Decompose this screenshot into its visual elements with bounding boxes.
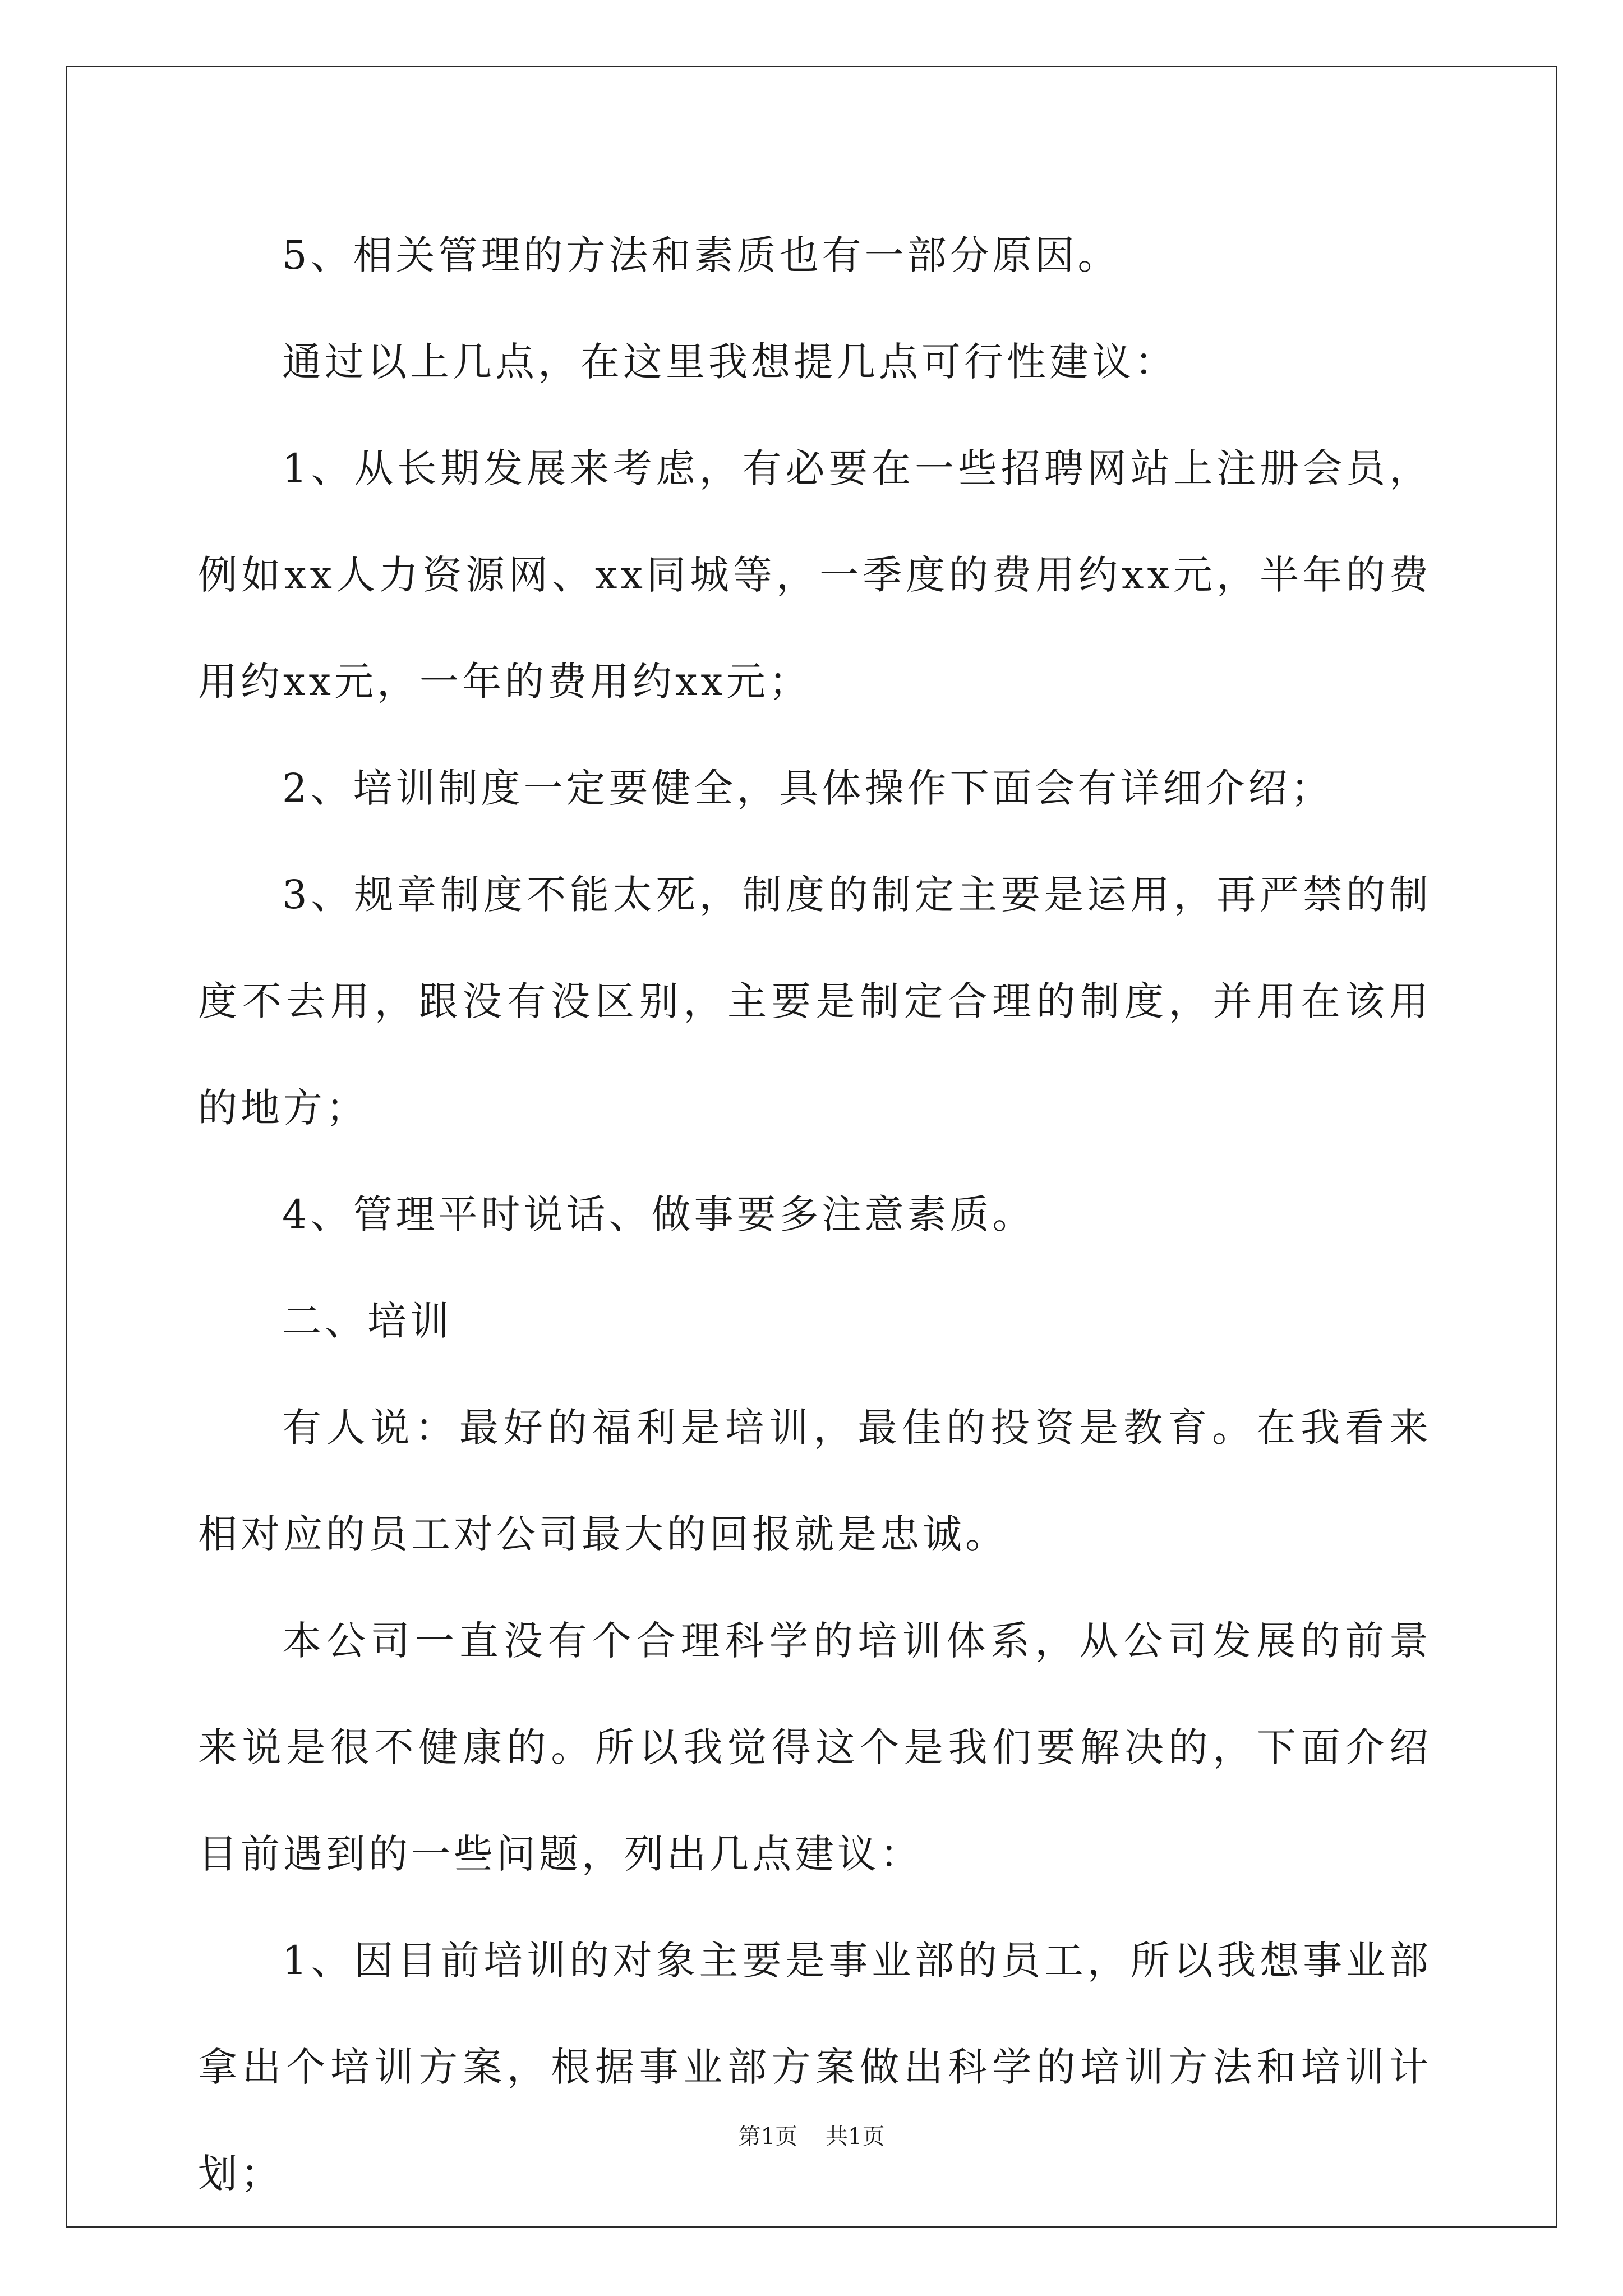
paragraph: 通过以上几点，在这里我想提几点可行性建议： <box>282 339 1177 385</box>
paragraph: 1、因目前培训的对象主要是事业部的员工，所以我想事业部拿出个培训方案，根据事业部方案做出科学的培训方法和培训计划； <box>198 1938 1432 2197</box>
paragraph: 4、管理平时说话、做事要多注意素质。 <box>282 1191 1035 1237</box>
paragraph: 2、培训制度一定要健全，具体操作下面会有详细介绍； <box>282 765 1334 811</box>
page-footer <box>0 2123 1623 2151</box>
document-body <box>198 202 1432 2227</box>
paragraph: 本公司一直没有个合理科学的培训体系，从公司发展的前景来说是很不健康的。所以我觉得这个是我们要解决的，下面介绍目前遇到的一些问题，列出几点建议： <box>198 1618 1432 1877</box>
paragraph: 1、从长期发展来考虑，有必要在一些招聘网站上注册会员，例如xx人力资源网、xx同城等，一季度的费用约xx元，半年的费用约xx元，一年的费用约xx元； <box>198 445 1432 705</box>
paragraph: 有人说：最好的福利是培训，最佳的投资是教育。在我看来相对应的员工对公司最大的回报就是忠诚。 <box>198 1405 1432 1557</box>
page-number: 第1页 <box>738 2124 797 2150</box>
page-total: 共1页 <box>826 2124 885 2150</box>
section-heading: 二、培训 <box>282 1298 453 1344</box>
paragraph: 5、相关管理的方法和素质也有一部分原因。 <box>282 232 1121 278</box>
paragraph: 3、规章制度不能太死，制度的制定主要是运用，再严禁的制度不去用，跟没有没区别，主要是制定合理的制度，并用在该用的地方； <box>198 872 1432 1131</box>
